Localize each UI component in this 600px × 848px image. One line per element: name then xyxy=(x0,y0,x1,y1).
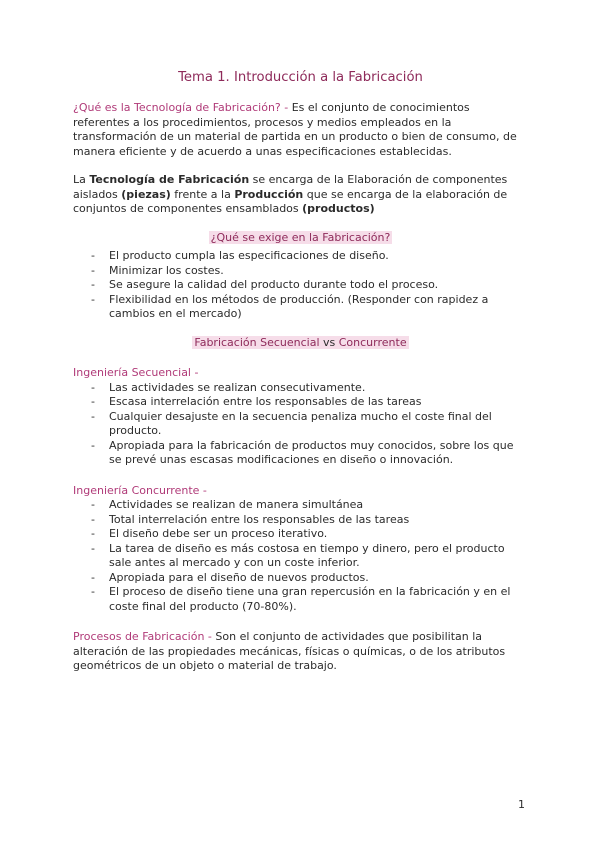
list-item: - El proceso de diseño tiene una gran repercusión en la fabricación y en el coste final del producto (70-80%). xyxy=(91,585,511,613)
tech-bold-1: Tecnología de Fabricación xyxy=(89,173,250,186)
concurrente-list xyxy=(73,498,528,614)
tech-bold-4: (productos) xyxy=(302,202,375,215)
list-item: - Las actividades se realizan consecutivamente. xyxy=(91,380,366,394)
tech-text-1: La xyxy=(73,173,90,186)
concurrente-heading: Ingeniería Concurrente - xyxy=(73,483,207,497)
tech-text-4: que se encarga de la elaboración de conjuntos de componentes ensamblados xyxy=(73,187,508,215)
secuencial-list xyxy=(73,381,528,468)
list-item: - El producto cumpla las especificaciones de diseño. xyxy=(91,249,389,262)
list-item: - Actividades se realizan de manera simultánea xyxy=(91,498,364,511)
list-item: - Apropiada para el diseño de nuevos productos. xyxy=(91,570,369,584)
tech-text-3: frente a la xyxy=(170,187,235,201)
tech-bold-3: Producción xyxy=(234,187,304,201)
exige-heading xyxy=(73,231,528,246)
procesos-paragraph xyxy=(73,630,528,674)
list-item: - Escasa interrelación entre los responsables de las tareas xyxy=(91,395,422,408)
exige-heading-text: ¿Qué se exige en la Fabricación? xyxy=(210,230,391,244)
list-item: - Total interrelación entre los responsables de las tareas xyxy=(91,512,410,526)
tech-bold-2: (piezas) xyxy=(121,187,171,201)
secuencial-heading: Ingeniería Secuencial - xyxy=(73,366,199,379)
procesos-term: Procesos de Fabricación - xyxy=(73,630,212,643)
vs-heading xyxy=(73,336,528,351)
tech-paragraph xyxy=(73,173,528,217)
intro-paragraph xyxy=(73,101,528,159)
exige-list xyxy=(73,249,528,322)
document-page xyxy=(73,70,528,674)
intro-question: ¿Qué es la Tecnología de Fabricación? - xyxy=(73,101,289,114)
intro-answer: Es el conjunto de conocimientos referentes a los procedimientos, procesos y medios empleados en la transformación de un material de partida en un producto o bien de consumo, de manera eficiente y de acuerdo a unas especificaciones establecidas. xyxy=(73,101,517,158)
list-item: - Flexibilidad en los métodos de producción. (Responder con rapidez a cambios en el mercado) xyxy=(91,292,489,320)
page-number: 1 xyxy=(518,798,525,811)
list-item: - Se asegure la calidad del producto durante todo el proceso. xyxy=(91,278,439,291)
list-item: - Cualquier desajuste en la secuencia penaliza mucho el coste final del producto. xyxy=(91,409,492,437)
vs-heading-text: Fabricación Secuencial vs Concurrente xyxy=(194,335,407,349)
list-item: - El diseño debe ser un proceso iterativo. xyxy=(91,527,328,540)
page-title: Tema 1. Introducción a la Fabricación xyxy=(178,70,423,85)
list-item: - Apropiada para la fabricación de productos muy conocidos, sobre los que se prevé unas escasas modificaciones en diseño o innovación. xyxy=(91,438,514,466)
procesos-text: Son el conjunto de actividades que posibilitan la alteración de las propiedades mecánicas, físicas o químicas, o de los atributos geométricos de un objeto o material de trabajo. xyxy=(73,630,506,672)
tech-text-2: se encarga de la Elaboración de componentes aislados xyxy=(73,173,508,201)
list-item: - La tarea de diseño es más costosa en tiempo y dinero, pero el producto sale antes al mercado y con un coste inferior. xyxy=(91,541,505,569)
list-item: - Minimizar los costes. xyxy=(91,263,224,277)
